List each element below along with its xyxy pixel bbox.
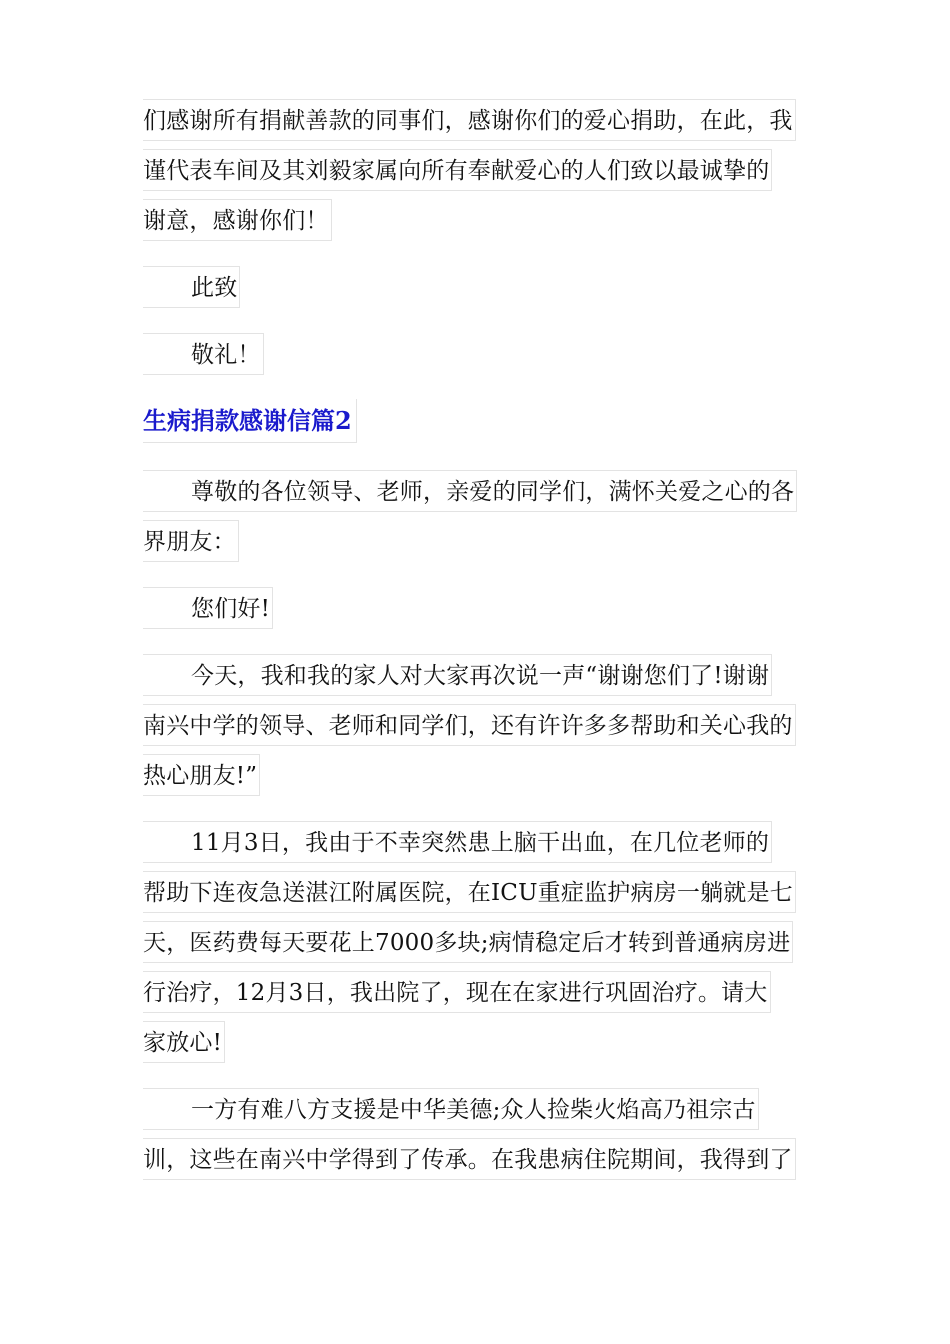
- text-line: 们感谢所有捐献善款的同事们，感谢你们的爱心捐助，在此，我: [143, 99, 796, 141]
- text-line: 天，医药费每天要花上7000多块;病情稳定后才转到普通病房进: [143, 921, 793, 963]
- text-line: 一方有难八方支援是中华美德;众人捡柴火焰高乃祖宗古: [143, 1088, 759, 1130]
- text-line: 热心朋友!”: [143, 754, 260, 796]
- section-heading: 生病捐款感谢信篇2: [143, 399, 357, 443]
- text-line: 今天，我和我的家人对大家再次说一声“谢谢您们了!谢谢: [143, 654, 772, 696]
- text-line: 家放心!: [143, 1021, 225, 1063]
- text-line: 11月3日，我由于不幸突然患上脑干出血，在几位老师的: [143, 821, 772, 863]
- text-line: 帮助下连夜急送湛江附属医院，在ICU重症监护病房一躺就是七: [143, 871, 796, 913]
- text-line: 行治疗，12月3日，我出院了，现在在家进行巩固治疗。请大: [143, 971, 771, 1013]
- text-line: 谢意，感谢你们！: [143, 199, 332, 241]
- closing-line: 敬礼！: [143, 333, 264, 375]
- text-line: 南兴中学的领导、老师和同学们，还有许许多多帮助和关心我的: [143, 704, 796, 746]
- text-line: 训，这些在南兴中学得到了传承。在我患病住院期间，我得到了: [143, 1138, 796, 1180]
- text-line: 您们好!: [143, 587, 273, 629]
- text-line: 尊敬的各位领导、老师，亲爱的同学们，满怀关爱之心的各: [143, 470, 797, 512]
- closing-line: 此致: [143, 266, 240, 308]
- text-line: 谨代表车间及其刘毅家属向所有奉献爱心的人们致以最诚挚的: [143, 149, 772, 191]
- text-line: 界朋友：: [143, 520, 239, 562]
